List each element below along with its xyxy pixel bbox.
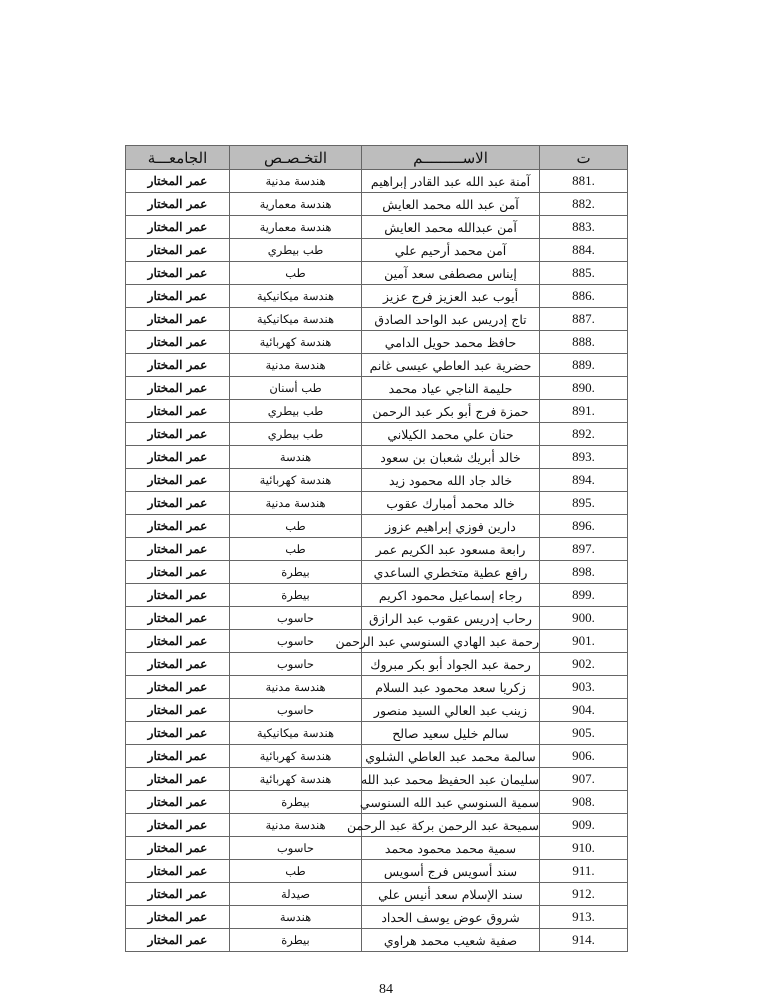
row-number-cell: 907. bbox=[540, 768, 628, 791]
table-body bbox=[126, 170, 628, 952]
row-number-cell: 882. bbox=[540, 193, 628, 216]
row-specialization-cell: هندسة كهربائية bbox=[230, 745, 362, 768]
table-row bbox=[126, 584, 628, 607]
row-specialization-cell: حاسوب bbox=[230, 837, 362, 860]
row-name-cell: آمنة عبد الله عبد القادر إبراهيم bbox=[362, 170, 540, 193]
table-row bbox=[126, 722, 628, 745]
row-specialization-cell: طب بيطري bbox=[230, 239, 362, 262]
table-row bbox=[126, 768, 628, 791]
row-university-cell: عمر المختار bbox=[126, 722, 230, 745]
row-university-cell: عمر المختار bbox=[126, 377, 230, 400]
row-university-cell: عمر المختار bbox=[126, 239, 230, 262]
row-specialization-cell: هندسة مدنية bbox=[230, 170, 362, 193]
table-row bbox=[126, 561, 628, 584]
table-row bbox=[126, 193, 628, 216]
row-university-cell: عمر المختار bbox=[126, 607, 230, 630]
table-row bbox=[126, 538, 628, 561]
row-name-cell: سميحة عبد الرحمن بركة عبد الرحمن bbox=[362, 814, 540, 837]
row-specialization-cell: بيطرة bbox=[230, 584, 362, 607]
row-specialization-cell: هندسة كهربائية bbox=[230, 331, 362, 354]
row-university-cell: عمر المختار bbox=[126, 768, 230, 791]
row-university-cell: عمر المختار bbox=[126, 699, 230, 722]
table-row bbox=[126, 929, 628, 952]
row-university-cell: عمر المختار bbox=[126, 906, 230, 929]
table-row bbox=[126, 837, 628, 860]
row-specialization-cell: هندسة مدنية bbox=[230, 814, 362, 837]
row-university-cell: عمر المختار bbox=[126, 676, 230, 699]
row-university-cell: عمر المختار bbox=[126, 492, 230, 515]
row-number-cell: 896. bbox=[540, 515, 628, 538]
row-university-cell: عمر المختار bbox=[126, 538, 230, 561]
row-number-cell: 900. bbox=[540, 607, 628, 630]
table-row bbox=[126, 239, 628, 262]
table-row bbox=[126, 630, 628, 653]
row-university-cell: عمر المختار bbox=[126, 193, 230, 216]
row-number-cell: 905. bbox=[540, 722, 628, 745]
row-university-cell: عمر المختار bbox=[126, 653, 230, 676]
page-number: 84 bbox=[379, 982, 393, 997]
row-number-cell: 891. bbox=[540, 400, 628, 423]
row-number-cell: 890. bbox=[540, 377, 628, 400]
row-name-cell: شروق عوض يوسف الحداد bbox=[362, 906, 540, 929]
row-specialization-cell: حاسوب bbox=[230, 607, 362, 630]
row-specialization-cell: صيدلة bbox=[230, 883, 362, 906]
row-specialization-cell: طب bbox=[230, 262, 362, 285]
table-row bbox=[126, 699, 628, 722]
row-specialization-cell: طب بيطري bbox=[230, 400, 362, 423]
table-row bbox=[126, 883, 628, 906]
row-number-cell: 884. bbox=[540, 239, 628, 262]
row-specialization-cell: هندسة معمارية bbox=[230, 216, 362, 239]
row-number-cell: 901. bbox=[540, 630, 628, 653]
row-specialization-cell: طب bbox=[230, 860, 362, 883]
row-number-cell: 888. bbox=[540, 331, 628, 354]
row-name-cell: آمن عبد الله محمد العايش bbox=[362, 193, 540, 216]
row-name-cell: دارين فوزي إبراهيم عزوز bbox=[362, 515, 540, 538]
row-specialization-cell: هندسة مدنية bbox=[230, 354, 362, 377]
row-specialization-cell: هندسة مدنية bbox=[230, 492, 362, 515]
row-name-cell: رحاب إدريس عقوب عبد الرازق bbox=[362, 607, 540, 630]
row-name-cell: رافع عطية متخطري الساعدي bbox=[362, 561, 540, 584]
row-name-cell: خالد أبريك شعبان بن سعود bbox=[362, 446, 540, 469]
table-row bbox=[126, 469, 628, 492]
row-number-cell: 881. bbox=[540, 170, 628, 193]
row-specialization-cell: حاسوب bbox=[230, 630, 362, 653]
table-row bbox=[126, 354, 628, 377]
row-number-cell: 913. bbox=[540, 906, 628, 929]
row-name-cell: تاج إدريس عبد الواحد الصادق bbox=[362, 308, 540, 331]
row-name-cell: خالد محمد أمبارك عقوب bbox=[362, 492, 540, 515]
row-specialization-cell: طب bbox=[230, 538, 362, 561]
row-specialization-cell: هندسة ميكانيكية bbox=[230, 285, 362, 308]
table-row bbox=[126, 492, 628, 515]
row-university-cell: عمر المختار bbox=[126, 791, 230, 814]
row-university-cell: عمر المختار bbox=[126, 331, 230, 354]
row-name-cell: رحمة عبد الجواد أبو بكر مبروك bbox=[362, 653, 540, 676]
table-row bbox=[126, 308, 628, 331]
table-row bbox=[126, 676, 628, 699]
row-specialization-cell: هندسة مدنية bbox=[230, 676, 362, 699]
row-name-cell: سند الإسلام سعد أنيس علي bbox=[362, 883, 540, 906]
row-specialization-cell: طب أسنان bbox=[230, 377, 362, 400]
row-specialization-cell: طب bbox=[230, 515, 362, 538]
row-university-cell: عمر المختار bbox=[126, 745, 230, 768]
row-name-cell: حنان علي محمد الكيلاني bbox=[362, 423, 540, 446]
row-name-cell: حافظ محمد حويل الدامي bbox=[362, 331, 540, 354]
table-row bbox=[126, 860, 628, 883]
table-row bbox=[126, 814, 628, 837]
row-name-cell: حليمة الناجي عياد محمد bbox=[362, 377, 540, 400]
row-university-cell: عمر المختار bbox=[126, 446, 230, 469]
row-name-cell: حضرية عبد العاطي عيسى غانم bbox=[362, 354, 540, 377]
row-university-cell: عمر المختار bbox=[126, 170, 230, 193]
table-row bbox=[126, 745, 628, 768]
row-name-cell: آمن عبدالله محمد العايش bbox=[362, 216, 540, 239]
row-name-cell: زينب عبد العالي السيد منصور bbox=[362, 699, 540, 722]
row-university-cell: عمر المختار bbox=[126, 216, 230, 239]
row-specialization-cell: هندسة ميكانيكية bbox=[230, 308, 362, 331]
row-number-cell: 898. bbox=[540, 561, 628, 584]
row-name-cell: رابعة مسعود عبد الكريم عمر bbox=[362, 538, 540, 561]
row-number-cell: 899. bbox=[540, 584, 628, 607]
header-specialization: التخـصـص bbox=[230, 146, 362, 170]
row-specialization-cell: بيطرة bbox=[230, 791, 362, 814]
row-name-cell: أيوب عبد العزيز فرج عزيز bbox=[362, 285, 540, 308]
row-specialization-cell: بيطرة bbox=[230, 929, 362, 952]
row-number-cell: 894. bbox=[540, 469, 628, 492]
row-specialization-cell: هندسة كهربائية bbox=[230, 469, 362, 492]
row-university-cell: عمر المختار bbox=[126, 814, 230, 837]
table-row bbox=[126, 285, 628, 308]
table-row bbox=[126, 906, 628, 929]
row-name-cell: رجاء إسماعيل محمود اكريم bbox=[362, 584, 540, 607]
row-university-cell: عمر المختار bbox=[126, 630, 230, 653]
row-name-cell: رحمة عبد الهادي السنوسي عبد الرحمن bbox=[362, 630, 540, 653]
row-university-cell: عمر المختار bbox=[126, 584, 230, 607]
row-specialization-cell: هندسة bbox=[230, 906, 362, 929]
row-number-cell: 889. bbox=[540, 354, 628, 377]
table-row bbox=[126, 262, 628, 285]
table-row bbox=[126, 446, 628, 469]
row-number-cell: 893. bbox=[540, 446, 628, 469]
table-row bbox=[126, 423, 628, 446]
row-name-cell: إيناس مصطفى سعد آمين bbox=[362, 262, 540, 285]
table-row bbox=[126, 331, 628, 354]
row-name-cell: سند أسويس فرج أسويس bbox=[362, 860, 540, 883]
row-name-cell: سالم خليل سعيد صالح bbox=[362, 722, 540, 745]
row-university-cell: عمر المختار bbox=[126, 561, 230, 584]
row-number-cell: 911. bbox=[540, 860, 628, 883]
row-number-cell: 904. bbox=[540, 699, 628, 722]
row-university-cell: عمر المختار bbox=[126, 262, 230, 285]
table-row bbox=[126, 377, 628, 400]
row-number-cell: 906. bbox=[540, 745, 628, 768]
row-university-cell: عمر المختار bbox=[126, 515, 230, 538]
row-name-cell: سليمان عبد الحفيظ محمد عبد الله bbox=[362, 768, 540, 791]
row-specialization-cell: حاسوب bbox=[230, 653, 362, 676]
table-row bbox=[126, 170, 628, 193]
table-header-row bbox=[126, 146, 628, 170]
row-university-cell: عمر المختار bbox=[126, 285, 230, 308]
row-university-cell: عمر المختار bbox=[126, 400, 230, 423]
table-row bbox=[126, 515, 628, 538]
row-name-cell: حمزة فرج أبو بكر عبد الرحمن bbox=[362, 400, 540, 423]
row-name-cell: آمن محمد أرحيم علي bbox=[362, 239, 540, 262]
row-number-cell: 883. bbox=[540, 216, 628, 239]
row-specialization-cell: هندسة معمارية bbox=[230, 193, 362, 216]
row-name-cell: سمية السنوسي عبد الله السنوسي bbox=[362, 791, 540, 814]
row-number-cell: 909. bbox=[540, 814, 628, 837]
table-row bbox=[126, 400, 628, 423]
header-name: الاســـــــــم bbox=[362, 146, 540, 170]
row-number-cell: 914. bbox=[540, 929, 628, 952]
row-university-cell: عمر المختار bbox=[126, 423, 230, 446]
students-table-container bbox=[125, 145, 627, 952]
row-university-cell: عمر المختار bbox=[126, 860, 230, 883]
row-number-cell: 895. bbox=[540, 492, 628, 515]
row-number-cell: 902. bbox=[540, 653, 628, 676]
row-name-cell: صفية شعيب محمد هراوي bbox=[362, 929, 540, 952]
row-number-cell: 897. bbox=[540, 538, 628, 561]
row-number-cell: 885. bbox=[540, 262, 628, 285]
table-row bbox=[126, 216, 628, 239]
row-number-cell: 892. bbox=[540, 423, 628, 446]
row-name-cell: سمية محمد محمود محمد bbox=[362, 837, 540, 860]
row-specialization-cell: هندسة bbox=[230, 446, 362, 469]
row-specialization-cell: بيطرة bbox=[230, 561, 362, 584]
row-number-cell: 903. bbox=[540, 676, 628, 699]
table-row bbox=[126, 607, 628, 630]
row-number-cell: 886. bbox=[540, 285, 628, 308]
row-university-cell: عمر المختار bbox=[126, 469, 230, 492]
table-row bbox=[126, 653, 628, 676]
row-specialization-cell: هندسة ميكانيكية bbox=[230, 722, 362, 745]
row-university-cell: عمر المختار bbox=[126, 354, 230, 377]
header-number: ت bbox=[540, 146, 628, 170]
row-university-cell: عمر المختار bbox=[126, 837, 230, 860]
students-table bbox=[125, 145, 628, 952]
row-number-cell: 887. bbox=[540, 308, 628, 331]
header-university: الجامعـــة bbox=[126, 146, 230, 170]
table-row bbox=[126, 791, 628, 814]
row-number-cell: 912. bbox=[540, 883, 628, 906]
row-name-cell: سالمة محمد عبد العاطي الشلوي bbox=[362, 745, 540, 768]
row-specialization-cell: طب بيطري bbox=[230, 423, 362, 446]
row-specialization-cell: هندسة كهربائية bbox=[230, 768, 362, 791]
row-number-cell: 908. bbox=[540, 791, 628, 814]
row-specialization-cell: حاسوب bbox=[230, 699, 362, 722]
row-name-cell: زكريا سعد محمود عبد السلام bbox=[362, 676, 540, 699]
row-university-cell: عمر المختار bbox=[126, 929, 230, 952]
row-university-cell: عمر المختار bbox=[126, 883, 230, 906]
row-number-cell: 910. bbox=[540, 837, 628, 860]
row-name-cell: خالد جاد الله محمود زيد bbox=[362, 469, 540, 492]
row-university-cell: عمر المختار bbox=[126, 308, 230, 331]
